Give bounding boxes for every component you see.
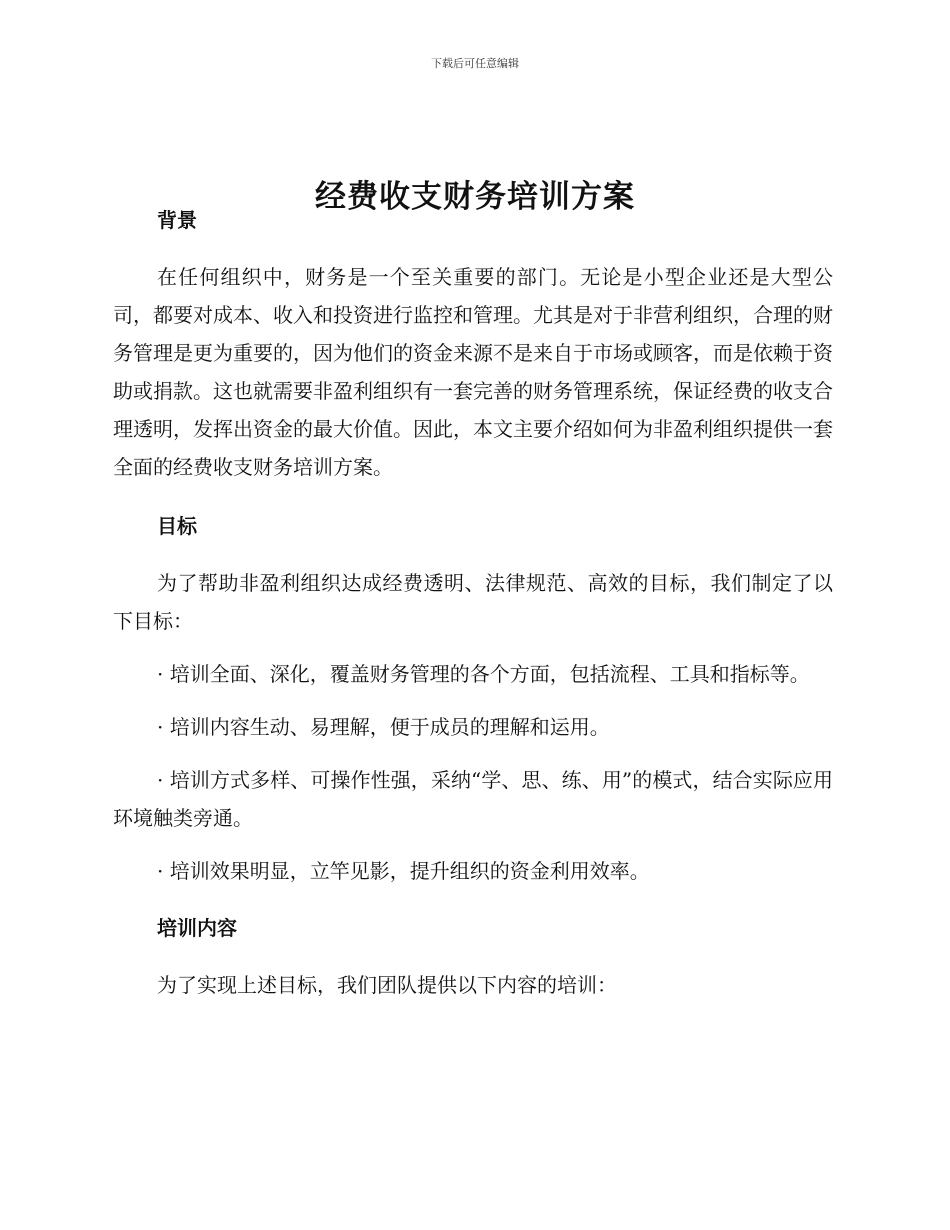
section-heading-training-content: 培训内容 xyxy=(157,916,237,940)
training-content-intro-paragraph: 为了实现上述目标，我们团队提供以下内容的培训： xyxy=(157,973,617,997)
header-note: 下载后可任意编辑 xyxy=(431,57,519,70)
goal-bullet-item: · 培训全面、深化，覆盖财务管理的各个方面，包括流程、工具和指标等。 xyxy=(157,662,810,686)
goal-bullet-item: · 培训效果明显，立竿见影，提升组织的资金利用效率。 xyxy=(157,859,650,883)
goal-bullet-item: · 培训内容生动、易理解，便于成员的理解和运用。 xyxy=(157,715,610,739)
document-title: 经费收支财务培训方案 xyxy=(315,178,635,215)
goal-bullet-item: · 培训方式多样、可操作性强，采纳“学、思、练、用”的模式，结合实际应用环境触类旁通。 xyxy=(113,768,833,830)
background-paragraph: 在任何组织中，财务是一个至关重要的部门。无论是小型企业还是大型公司，都要对成本、收入和投资进行监控和管理。尤其是对于非营利组织，合理的财务管理是更为重要的，因为他们的资金来源不是来自于市场或顾客，而是依赖于资助或捐款。这也就需要非盈利组织有一套完善的财务管理系统，保证经费的收支合理透明，发挥出资金的最大价值。因此，本文主要介绍如何为非盈利组织提供一套全面的经费收支财务培训方案。 xyxy=(113,265,833,479)
section-heading-goals: 目标 xyxy=(157,514,197,538)
goals-intro-paragraph: 为了帮助非盈利组织达成经费透明、法律规范、高效的目标，我们制定了以下目标： xyxy=(113,571,833,633)
section-heading-background: 背景 xyxy=(157,208,197,232)
document-body xyxy=(113,200,833,1004)
